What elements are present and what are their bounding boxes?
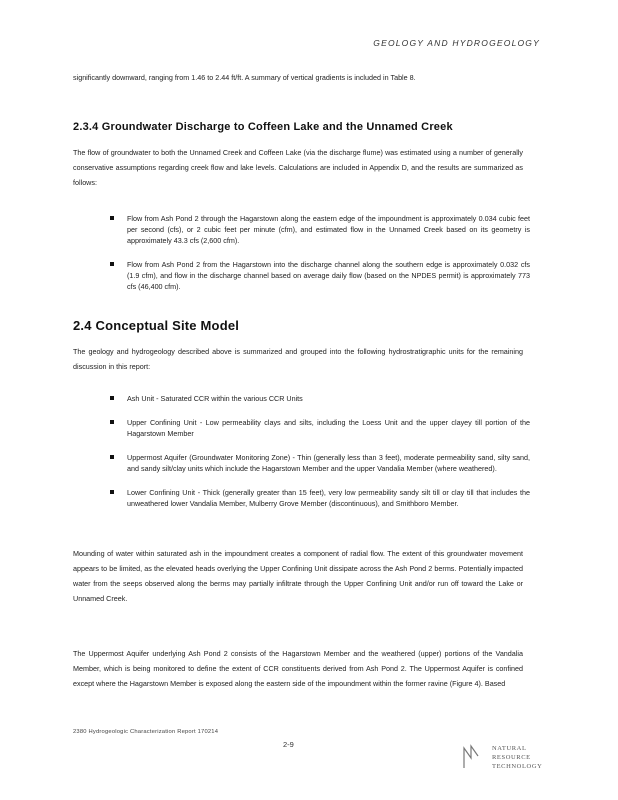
section-2-3-4-paragraph: The flow of groundwater to both the Unnamed Creek and Coffeen Lake (via the discharge flume) was estimated using a number of generally conservative assumptions regarding creek flow and lake levels. Calculations are included in Appendix D, and the results are summarized as follows:	[73, 148, 523, 187]
bullet-marker	[110, 420, 114, 424]
uppermost-aquifer-paragraph: The Uppermost Aquifer underlying Ash Pond 2 consists of the Hagarstown Member and the weathered (upper) portions of the Vandalia Member, which is being monitored to define the extent of CCR constituents derived from Ash Pond 2. The Uppermost Aquifer is confined except where the Hagarstown Member is exposed along the eastern side of the impoundment within the former ravine (Figure 4). Based	[73, 649, 523, 688]
bullet-text: Flow from Ash Pond 2 from the Hagarstown into the discharge channel along the southern edge is approximately 0.032 cfs (1.9 cfm), and flow in the discharge channel based on average daily flow (based on the NPDES permit) is approximately 773 cfs (46,400 cfm).	[127, 260, 530, 291]
bullet-marker	[110, 396, 114, 400]
logo-mark-icon	[462, 744, 480, 770]
logo-line-1: NATURAL	[492, 745, 527, 752]
page-number: 2-9	[283, 740, 294, 749]
bullet-marker	[110, 490, 114, 494]
section-2-4-paragraph: The geology and hydrogeology described above is summarized and grouped into the following hydrostratigraphic units for the remaining discussion in this report:	[73, 347, 523, 371]
logo-text	[492, 744, 542, 771]
bullet-item	[110, 417, 530, 439]
bullet-item	[110, 393, 530, 404]
section-2-3-4-heading: 2.3.4 Groundwater Discharge to Coffeen Lake and the Unnamed Creek	[73, 121, 453, 133]
bullet-marker	[110, 455, 114, 459]
bullet-item	[110, 259, 530, 292]
bullet-text: Uppermost Aquifer (Groundwater Monitoring Zone) - Thin (generally less than 3 feet), moderate permeability sand, silty sand, and sandy silt/clay units which include the Hagarstown Member and the upper Vandalia Member (where weathered).	[127, 453, 530, 473]
discharge-bullet-list	[110, 213, 530, 305]
logo-line-2: RESOURCE	[492, 754, 531, 761]
bullet-text: Lower Confining Unit - Thick (generally greater than 15 feet), very low permeability sandy silt till or clay till that includes the unweathered lower Vandalia Member, Mulberry Grove Member (discontinuous), and Smithboro Member.	[127, 488, 530, 508]
logo-line-3: TECHNOLOGY	[492, 763, 543, 770]
company-logo	[462, 742, 552, 772]
bullet-text: Flow from Ash Pond 2 through the Hagarstown along the eastern edge of the impoundment is approximately 0.034 cubic feet per second (cfs), or 2 cubic feet per minute (cfm), and estimated flow in the Unnamed Creek based on its geometry is approximately 43.3 cfs (2,600 cfm).	[127, 214, 530, 245]
bullet-item	[110, 213, 530, 246]
mounding-paragraph: Mounding of water within saturated ash in the impoundment creates a component of radial flow. The extent of this groundwater movement appears to be limited, as the elevated heads overlying the Upper Confining Unit dissipate across the Ash Pond 2 berms. Potentially impacted water from the seeps observed along the berms may partially infiltrate through the Upper Confining Unit and/or run off toward the Lake or Unnamed Creek.	[73, 549, 523, 603]
bullet-text: Ash Unit - Saturated CCR within the various CCR Units	[127, 394, 303, 403]
bullet-marker	[110, 262, 114, 266]
running-head: GEOLOGY AND HYDROGEOLOGY	[373, 38, 540, 48]
footer-document-id: 2380 Hydrogeologic Characterization Report 170214	[73, 729, 219, 735]
bullet-item	[110, 452, 530, 474]
bullet-marker	[110, 216, 114, 220]
bullet-item	[110, 487, 530, 509]
hydrostratigraphic-unit-list	[110, 393, 530, 522]
intro-paragraph: significantly downward, ranging from 1.46 to 2.44 ft/ft. A summary of vertical gradients is included in Table 8.	[73, 73, 416, 82]
section-2-4-heading: 2.4 Conceptual Site Model	[73, 318, 240, 333]
bullet-text: Upper Confining Unit - Low permeability clays and silts, including the Loess Unit and the upper clayey till portion of the Hagarstown Member	[127, 418, 530, 438]
